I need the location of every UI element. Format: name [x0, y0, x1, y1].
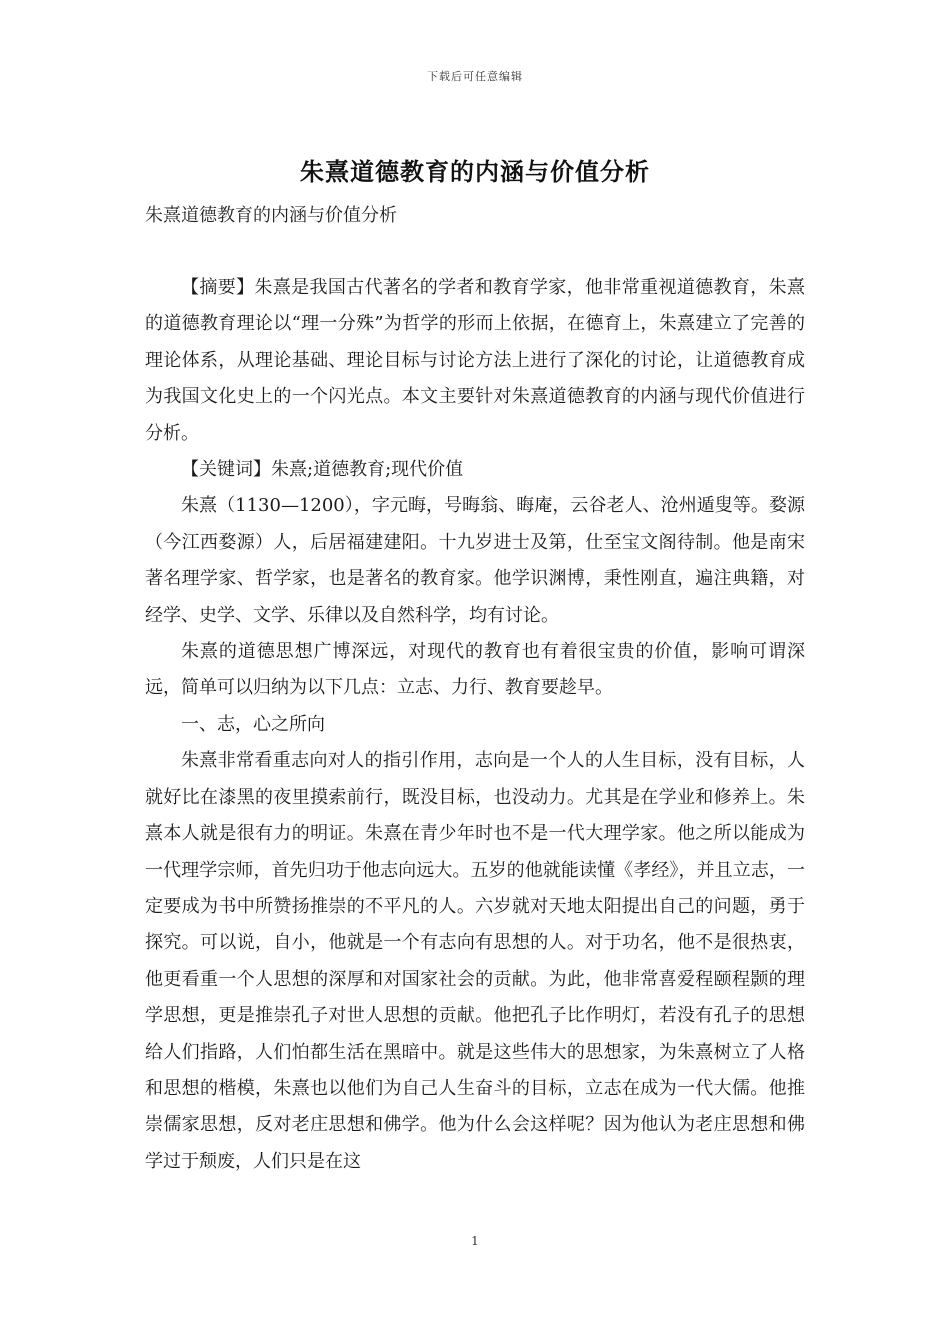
- page-number: 1: [471, 1234, 479, 1248]
- biography-paragraph: 朱熹（1130—1200），字元晦，号晦翁、晦庵，云谷老人、沧州遁叟等。婺源（今江西婺源）人，后居福建建阳。十九岁进士及第，仕至宝文阁待制。他是南宋著名理学家、哲学家，也是著名的教育家。他学识渊博，秉性刚直，遍注典籍，对经学、史学、文学、乐律以及自然科学，均有讨论。: [145, 495, 805, 626]
- document-subtitle: 朱熹道德教育的内涵与价值分析: [145, 205, 397, 226]
- keywords-paragraph: 【关键词】朱熹;道德教育;现代价值: [181, 459, 464, 481]
- abstract-paragraph: 【摘要】朱熹是我国古代著名的学者和教育学家，他非常重视道德教育，朱熹的道德教育理论以“理一分殊”为哲学的形而上依据，在德育上，朱熹建立了完善的理论体系，从理论基础、理论目标与讨论方法上进行了深化的讨论，让道德教育成为我国文化史上的一个闪光点。本文主要针对朱熹道德教育的内涵与现代价值进行分析。: [145, 277, 805, 444]
- document-title: 朱熹道德教育的内涵与价值分析: [300, 157, 650, 186]
- overview-paragraph: 朱熹的道德思想广博深远，对现代的教育也有着很宝贵的价值，影响可谓深远，简单可以归纳为以下几点：立志、力行、教育要趁早。: [145, 641, 805, 699]
- header-note: 下载后可任意编辑: [427, 70, 523, 83]
- section-paragraph: 朱熹非常看重志向对人的指引作用，志向是一个人的人生目标，没有目标，人就好比在漆黑的夜里摸索前行，既没目标，也没动力。尤其是在学业和修养上。朱熹本人就是很有力的明证。朱熹在青少年时也不是一代大理学家。他之所以能成为一代理学宗师，首先归功于他志向远大。五岁的他就能读懂《孝经》，并且立志，一定要成为书中所赞扬推崇的不平凡的人。六岁就对天地太阳提出自己的问题，勇于探究。可以说，自小，他就是一个有志向有思想的人。对于功名，他不是很热衷，他更看重一个人思想的深厚和对国家社会的贡献。为此，他非常喜爱程颐程颢的理学思想，更是推崇孔子对世人思想的贡献。他把孔子比作明灯，若没有孔子的思想给人们指路，人们怕都生活在黑暗中。就是这些伟大的思想家，为朱熹树立了人格和思想的楷模，朱熹也以他们为自己人生奋斗的目标，立志在成为一代大儒。他推崇儒家思想，反对老庄思想和佛学。他为什么会这样呢？因为他认为老庄思想和佛学过于颓废，人们只是在这: [145, 750, 805, 1172]
- document-body: [145, 270, 805, 1180]
- section-heading: 一、志，心之所向: [181, 713, 325, 735]
